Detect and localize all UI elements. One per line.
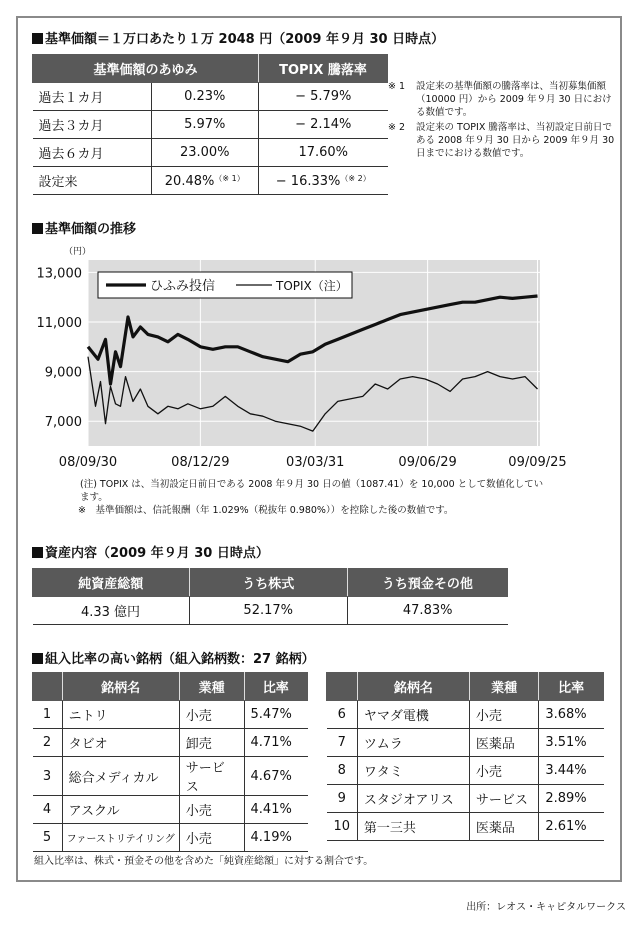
holding-row [327, 757, 604, 785]
holding-row [327, 729, 604, 757]
holdings-header-rank [33, 673, 63, 701]
holding-ratio: 2.89% [539, 785, 604, 813]
holding-ratio: 3.68% [539, 701, 604, 729]
assets-section-title: 資産内容（2009 年９月 30 日時点） [32, 542, 269, 561]
holdings-header-rank [327, 673, 358, 701]
perf-nav-value: 23.00% [151, 139, 259, 167]
holdings-table-right [326, 672, 604, 841]
holding-row [327, 701, 604, 729]
holding-rank: 2 [33, 729, 63, 757]
side-note: ※ 1 設定来の基準価額の騰落率は、当初募集価額（10000 円）から 2009 年９月 30 日における数値です。 [388, 81, 612, 119]
y-axis-unit: （円） [64, 247, 92, 257]
note-reference: （※ 1） [214, 173, 245, 183]
chart-note: ※ 基準価額は、信託報酬（年 1.029%（税抜年 0.980%））を控除した後の数値です。 [78, 505, 454, 516]
perf-header-nav: 基準価額のあゆみ [33, 55, 259, 83]
holdings-header-ratio: 比率 [244, 673, 307, 701]
holding-rank: 3 [33, 757, 63, 796]
chart-note: (注) TOPIX は、当初設定日前日である 2008 年９月 30 日の値（1087.41）を 10,000 として数値化しています。 [80, 479, 544, 503]
holding-name: ニトリ [62, 701, 179, 729]
holdings-header-sector: 業種 [469, 673, 538, 701]
assets-deposits: 47.83% [347, 597, 507, 625]
holding-row [33, 729, 308, 757]
holding-sector: サービス [179, 757, 244, 796]
perf-topix-value: − 16.33%$^{(※ 2)}$ [259, 167, 388, 195]
holding-ratio: 4.71% [244, 729, 307, 757]
holdings-header-ratio: 比率 [539, 673, 604, 701]
holding-sector: 小売 [179, 796, 244, 824]
nav-chart [0, 234, 640, 474]
holding-sector: 小売 [469, 757, 538, 785]
holding-ratio: 4.67% [244, 757, 307, 796]
holding-sector: 医薬品 [469, 813, 538, 841]
note-reference: （※ 2） [340, 173, 371, 183]
perf-period: 設定来 [33, 167, 152, 195]
y-tick-label: 7,000 [44, 415, 82, 431]
assets-header: うち預金その他 [347, 569, 507, 597]
holding-ratio: 2.61% [539, 813, 604, 841]
x-tick-label: 08/09/30 [58, 455, 118, 470]
holding-sector: 小売 [179, 701, 244, 729]
holding-name: ワタミ [357, 757, 469, 785]
x-tick-label: 09/06/29 [398, 455, 457, 470]
assets-stocks: 52.17% [189, 597, 347, 625]
holding-name: タビオ [62, 729, 179, 757]
nav-section-title: 基準価額＝１万口あたり１万 2048 円（2009 年９月 30 日時点） [32, 28, 444, 47]
chart-section-title: 基準価額の推移 [32, 218, 136, 237]
holding-name: ツムラ [357, 729, 469, 757]
holding-name: ヤマダ電機 [357, 701, 469, 729]
holding-row [33, 824, 308, 852]
source-credit: 出所：レオス・キャピタルワークス [466, 902, 626, 913]
holding-name: アスクル [62, 796, 179, 824]
side-note: ※ 2 設定来の TOPIX 騰落率は、当初設定日前日である 2008 年９月 30 日から 2009 年９月 30 日までにおける数値です。 [388, 121, 615, 160]
perf-period: 過去６カ月 [33, 139, 152, 167]
perf-header-topix: TOPIX 騰落率 [259, 55, 388, 83]
perf-row [33, 83, 388, 111]
perf-nav-value: 20.48%$^{(※ 1)}$ [151, 167, 259, 195]
holdings-header-name: 銘柄名 [62, 673, 179, 701]
holdings-section-title: 組入比率の高い銘柄（組入銘柄数：27 銘柄） [32, 648, 315, 667]
perf-nav-value: 5.97% [151, 111, 259, 139]
holding-rank: 1 [33, 701, 63, 729]
holding-name: スタジオアリス [357, 785, 469, 813]
holding-name: ファーストリテイリング [62, 824, 179, 852]
holding-ratio: 4.19% [244, 824, 307, 852]
holding-ratio: 4.41% [244, 796, 307, 824]
holding-sector: サービス [469, 785, 538, 813]
holdings-note: 組入比率は、株式・預金その他を含めた「純資産総額」に対する割合です。 [34, 856, 374, 867]
holdings-header-sector: 業種 [179, 673, 244, 701]
perf-nav-value: 0.23% [151, 83, 259, 111]
holding-row [33, 701, 308, 729]
holding-rank: 5 [33, 824, 63, 852]
assets-header: 純資産総額 [33, 569, 190, 597]
chart-notes [80, 478, 550, 517]
assets-header: うち株式 [189, 569, 347, 597]
perf-topix-value: − 2.14% [259, 111, 388, 139]
holding-rank: 6 [327, 701, 358, 729]
holding-ratio: 3.51% [539, 729, 604, 757]
assets-table [32, 568, 508, 625]
y-tick-label: 9,000 [44, 365, 82, 381]
perf-period: 過去１カ月 [33, 83, 152, 111]
x-tick-label: 08/12/29 [171, 455, 230, 470]
legend-label: TOPIX（注） [276, 279, 348, 293]
performance-table [32, 54, 388, 195]
perf-topix-value: − 5.79% [259, 83, 388, 111]
holding-sector: 医薬品 [469, 729, 538, 757]
holding-rank: 4 [33, 796, 63, 824]
x-tick-label: 03/03/31 [286, 455, 345, 470]
holding-rank: 8 [327, 757, 358, 785]
holding-rank: 9 [327, 785, 358, 813]
perf-row [33, 111, 388, 139]
holding-row [33, 796, 308, 824]
holding-name: 第一三共 [357, 813, 469, 841]
holding-sector: 小売 [179, 824, 244, 852]
perf-topix-value: 17.60% [259, 139, 388, 167]
holding-row [327, 813, 604, 841]
holding-rank: 10 [327, 813, 358, 841]
holdings-table-left [32, 672, 308, 852]
holding-name: 総合メディカル [62, 757, 179, 796]
side-notes [388, 80, 620, 160]
assets-net-total: 4.33 億円 [33, 597, 190, 625]
perf-period: 過去３カ月 [33, 111, 152, 139]
y-tick-label: 11,000 [36, 316, 82, 331]
y-tick-label: 13,000 [36, 266, 82, 282]
holding-ratio: 3.44% [539, 757, 604, 785]
legend-label: ひふみ投信 [150, 279, 216, 294]
holding-sector: 小売 [469, 701, 538, 729]
holding-ratio: 5.47% [244, 701, 307, 729]
holding-row [327, 785, 604, 813]
holding-row [33, 757, 308, 796]
holdings-header-name: 銘柄名 [357, 673, 469, 701]
x-tick-label: 09/09/25 [508, 455, 567, 470]
holding-sector: 卸売 [179, 729, 244, 757]
perf-row [33, 139, 388, 167]
perf-row [33, 167, 388, 195]
holding-rank: 7 [327, 729, 358, 757]
